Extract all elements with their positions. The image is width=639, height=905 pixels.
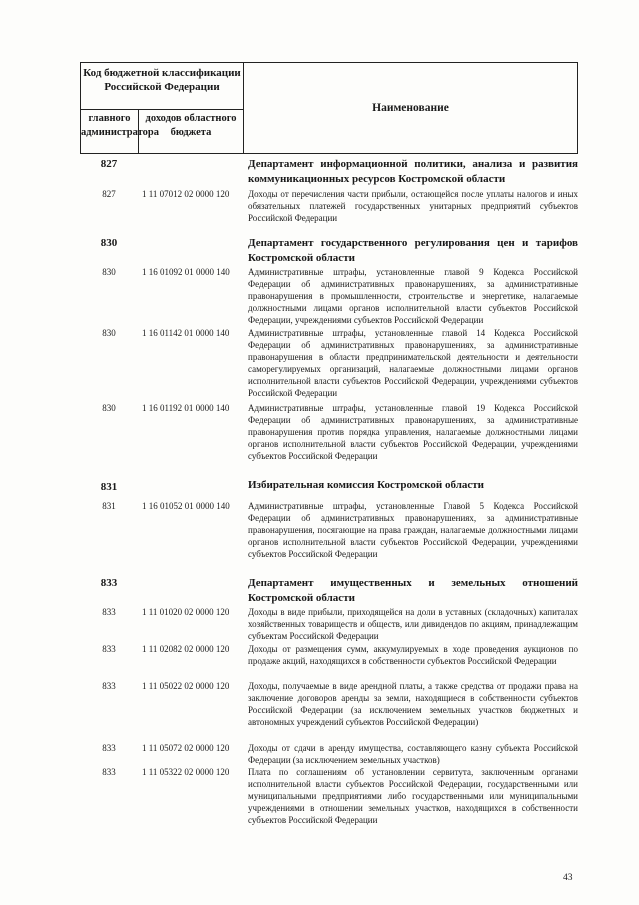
- group-title: Избирательная комиссия Костромской области: [248, 479, 485, 491]
- row-description: Административные штрафы, установленные главой 19 Кодекса Российской Федерации об административных правонарушениях, за административные правонарушения против порядка управления, налагаемые должностными лицами органов исполнительной власти субъектов Российской Федерации, учреждениями субъектов Российской Федерации: [248, 403, 578, 461]
- row-revenue-code: 1 11 05022 02 0000 120: [142, 681, 230, 691]
- row-admin-code: 830: [102, 267, 116, 277]
- row-admin-code: 833: [102, 743, 116, 753]
- row-admin-code: 830: [102, 403, 116, 413]
- group-admin-code: 827: [100, 158, 118, 170]
- row-admin-code: 833: [102, 607, 116, 617]
- row-revenue-code: 1 11 02082 02 0000 120: [142, 644, 230, 654]
- row-revenue-code: 1 11 05322 02 0000 120: [142, 767, 230, 777]
- row-revenue-code: 1 11 01020 02 0000 120: [142, 607, 230, 617]
- name-column-header: Наименование: [372, 102, 449, 114]
- row-revenue-code: 1 11 07012 02 0000 120: [142, 189, 230, 199]
- page-number: 43: [563, 873, 573, 883]
- row-description: Доходы от размещения сумм, аккумулируемых в ходе проведения аукционов по продаже акций, находящихся в собственности субъектов Российской Федерации: [248, 644, 578, 666]
- row-description: Доходы в виде прибыли, приходящейся на доли в уставных (складочных) капиталах хозяйственных товариществ и обществ, или дивидендов по акциям, принадлежащим субъектам Российской Федерации: [248, 607, 578, 641]
- row-admin-code: 833: [102, 644, 116, 654]
- row-revenue-code: 1 16 01192 01 0000 140: [142, 403, 230, 413]
- admin-column-header: главного администратора: [81, 110, 139, 154]
- row-description: Доходы, получаемые в виде арендной платы, а также средства от продажи права на заключение договоров аренды за земли, находящиеся в собственности субъектов Российской Федерации (за исключением земельных участков бюджетных и автономных учреждений субъектов Российской Федерации): [248, 681, 578, 727]
- row-revenue-code: 1 16 01142 01 0000 140: [142, 328, 230, 338]
- table-header: [80, 62, 578, 154]
- group-admin-code: 831: [100, 481, 118, 493]
- row-description: Доходы от сдачи в аренду имущества, составляющего казну субъекта Российской Федерации (за исключением земельных участков): [248, 743, 578, 765]
- row-description: Административные штрафы, установленные главой 9 Кодекса Российской Федерации об административных правонарушениях, за административные правонарушения в промышленности, строительстве и энергетике, налагаемые должностными лицами органов исполнительной власти субъектов Российской Федерации, учреждениями субъектов Российской Федерации: [248, 267, 578, 325]
- row-description: Плата по соглашениям об установлении сервитута, заключенным органами исполнительной власти субъектов Российской Федерации, государственными или муниципальными предприятиями либо государственными или муниципальными учреждениями в отношении земельных участков, находящихся в собственности субъектов Российской Федерации: [248, 767, 578, 825]
- row-admin-code: 833: [102, 681, 116, 691]
- group-title: Департамент имущественных и земельных отношений Костромской области: [248, 577, 578, 604]
- row-revenue-code: 1 11 05072 02 0000 120: [142, 743, 230, 753]
- row-admin-code: 827: [102, 189, 116, 199]
- budget-code-header: Код бюджетной классификации Российской Федерации: [81, 63, 244, 110]
- row-admin-code: 830: [102, 328, 116, 338]
- row-revenue-code: 1 16 01092 01 0000 140: [142, 267, 230, 277]
- row-revenue-code: 1 16 01052 01 0000 140: [142, 501, 230, 511]
- group-title: Департамент информационной политики, анализа и развития коммуникационных ресурсов Костромской области: [248, 158, 578, 185]
- row-description: Доходы от перечисления части прибыли, остающейся после уплаты налогов и иных обязательных платежей государственных унитарных предприятий субъектов Российской Федерации: [248, 189, 578, 223]
- group-admin-code: 833: [100, 577, 118, 589]
- revenue-column-header: доходов областного бюджета: [139, 110, 244, 154]
- row-admin-code: 831: [102, 501, 116, 511]
- row-description: Административные штрафы, установленные главой 14 Кодекса Российской Федерации об административных правонарушениях, за административные правонарушения в области предпринимательской деятельности и деятельности саморегулируемых организаций, налагаемые должностными лицами органов исполнительной власти субъектов Российской Федерации, учреждениями субъектов Российской Федерации: [248, 328, 578, 398]
- group-admin-code: 830: [100, 237, 118, 249]
- row-description: Административные штрафы, установленные Главой 5 Кодекса Российской Федерации об административных правонарушениях, за административные правонарушения, посягающие на права граждан, налагаемые должностными лицами органов исполнительной власти субъектов Российской Федерации, учреждениями субъектов Российской Федерации: [248, 501, 578, 559]
- row-admin-code: 833: [102, 767, 116, 777]
- group-title: Департамент государственного регулирования цен и тарифов Костромской области: [248, 237, 578, 264]
